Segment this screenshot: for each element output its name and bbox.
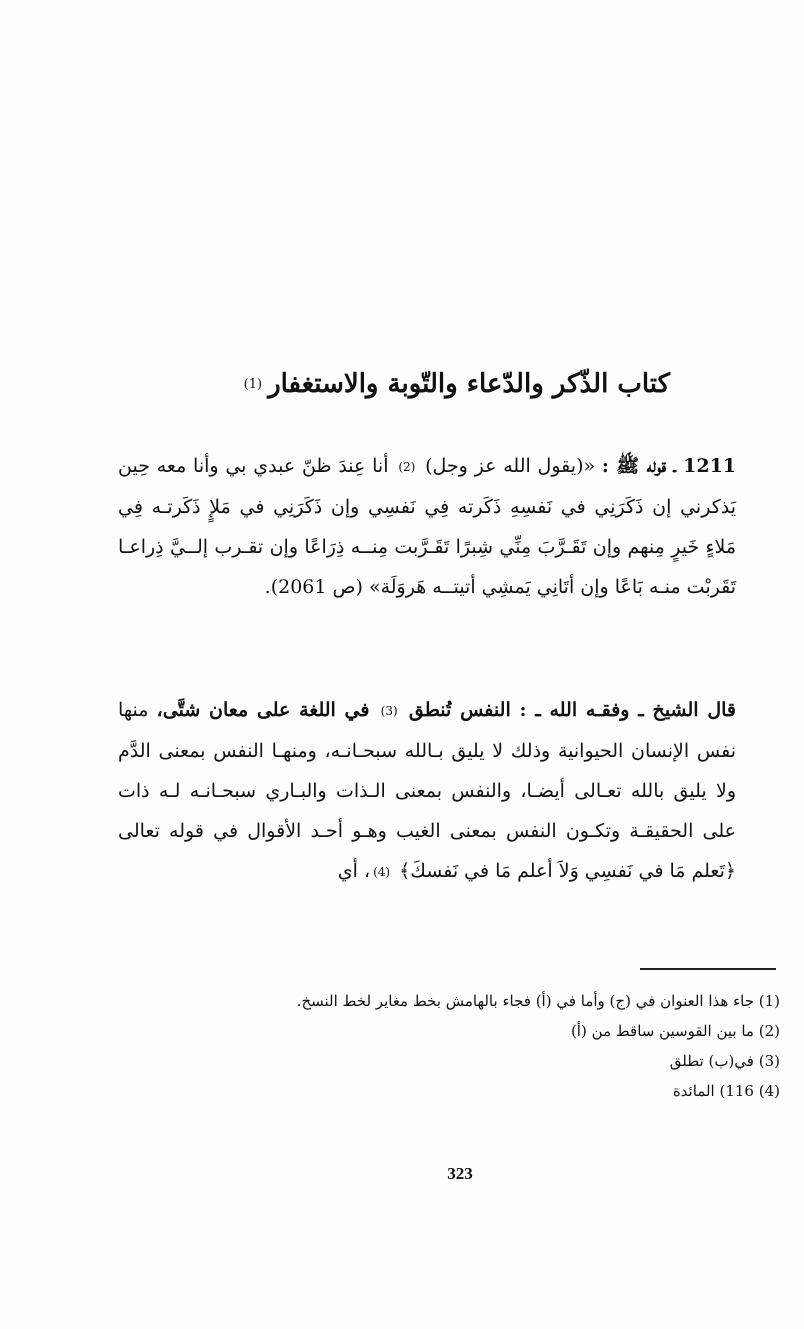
hadith-text-part1: «(يقول الله عز وجل) xyxy=(425,455,596,477)
hadith-number-lead: 1211 ـ قوله ﷺ : xyxy=(601,455,737,477)
page-number: 323 xyxy=(447,1164,473,1183)
commentary-text-part3: ، أي xyxy=(337,860,371,882)
commentary-paragraph xyxy=(118,690,736,892)
footnote-item: (2) ما بين القوسين ساقط من (أ) xyxy=(570,1022,780,1040)
chapter-title xyxy=(110,362,670,407)
hadith-footnote-ref: (2) xyxy=(398,460,416,474)
commentary-text-part1: في اللغة على معان شتَّى، xyxy=(156,699,370,721)
footnote-item: (3) في(ب) تطلق xyxy=(669,1052,780,1070)
chapter-footnote-ref: (1) xyxy=(243,377,263,392)
footnotes-block xyxy=(140,986,780,1106)
commentary-text-part2: منها نفس الإنسان الحيوانية وذلك لا يليق بـالله سبحـانـه، ومنهـا النفس بمعنى الدَّم ولا يليق بالله تعـالى أيضـا، والنفس بمعنى الـذات والبـاري سبحـانـه لـه ذات على الحقيقـة وتكـون النفس بمعنى الغيب وهـو أحـد الأقوال في قوله تعالى ﴿تَعلم مَا في نَفسِي وَلاَ أعلم مَا في نَفسكَ﴾ xyxy=(118,699,736,882)
footnote-item: (4) 116) المائدة xyxy=(672,1082,780,1100)
commentary-lead: قال الشيخ ـ وفقـه الله ـ : النفس تُنطق xyxy=(408,699,737,721)
chapter-title-text: كتاب الذّكر والدّعاء والتّوبة والاستغفار xyxy=(268,369,670,399)
hadith-text-part2: أنا عِندَ ظنّ عبدي بي وأنا معه حِين يَذكرني إن ذَكَرَنِي في نَفسِهِ ذَكَرته فِي نَفسِي وإن ذَكَرَنِي في مَلإٍ ذَكَرتـه فِي مَلاءٍ خَيرٍ مِنهم وإن تَقَـرَّبَ مِنِّي شِبرًا تَقَـرَّبت مِنــه ذِرَاعًا وإن تقـرب إلــيَّ ذِراعـا تَقَربْت منـه بَاعًا وإن أتَانِي يَمشِي أتيتــه هَروَلَة» (ص 2061). xyxy=(118,455,736,598)
hadith-paragraph xyxy=(118,446,736,607)
commentary-footnote-ref-3: (3) xyxy=(380,704,398,718)
commentary-footnote-ref-4: (4) xyxy=(373,865,391,879)
footnote-divider xyxy=(640,968,776,970)
footnote-item: (1) جاء هذا العنوان في (ج) وأما في (أ) فجاء بالهامش بخط مغاير لخط النسخ. xyxy=(296,992,780,1010)
